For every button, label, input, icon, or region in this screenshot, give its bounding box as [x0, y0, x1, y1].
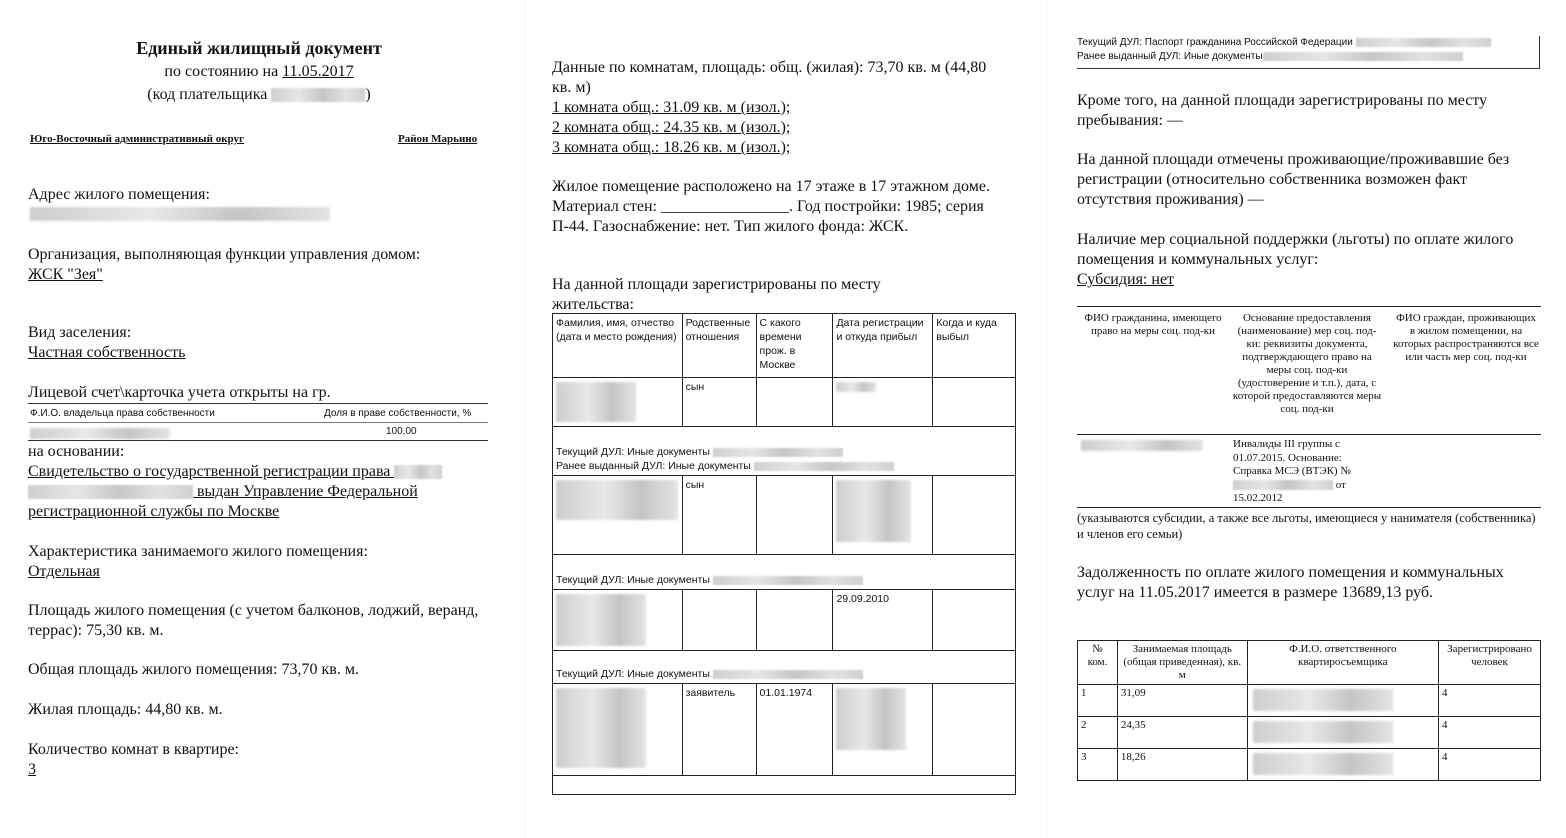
- table-row: [553, 378, 1016, 427]
- cell-room-area: 31,09: [1117, 685, 1247, 717]
- subsidy-value: Субсидия: нет: [1077, 271, 1175, 288]
- table-header: Когда и куда выбыл: [933, 314, 1016, 378]
- redacted-dul: [1263, 52, 1463, 61]
- table-row: [1078, 685, 1541, 717]
- org-value: ЖСК "Зея": [28, 266, 103, 283]
- redacted-payer-code: [271, 88, 365, 102]
- rooms-table: [1077, 640, 1541, 781]
- benefit-header: ФИО гражданина, имеющего право на меры соц. под-ки: [1084, 312, 1222, 337]
- dul-block: [1077, 36, 1540, 69]
- benefit-note: (указываются субсидии, а также все льготы, имеющиеся у нанимателя (собственника) и членов его семьи): [1077, 511, 1536, 541]
- redacted-cert-number: [28, 485, 193, 499]
- cell-count: 4: [1439, 749, 1541, 781]
- share-value: 100,00: [386, 426, 417, 437]
- cell-name: [553, 590, 683, 651]
- rooms-label: Количество комнат в квартире:: [28, 741, 239, 758]
- unregistered-residents: На данной площади отмечены проживающие/проживавшие без регистрации (относительно собственника возможен факт отсутствия проживания) —: [1077, 151, 1510, 208]
- cell-tenant: [1247, 717, 1438, 749]
- redacted-owner-name: [30, 428, 170, 439]
- redacted-doc-number: [1233, 480, 1333, 490]
- room-2: 2 комната общ.: 24.35 кв. м (изол.);: [552, 119, 791, 136]
- cell-room-area: 18,26: [1117, 749, 1247, 781]
- debt-info: Задолженность по оплате жилого помещения и коммунальных услуг на 11.05.2017 имеется в размере 13689,13 руб.: [1077, 564, 1504, 601]
- table-row: [553, 684, 1016, 776]
- basis-line-3: регистрационной службы по Москве: [28, 503, 280, 520]
- redacted-reg: [836, 382, 876, 392]
- cell-name: [553, 476, 683, 555]
- basis-text-2: выдан Управление Федеральной: [197, 483, 418, 500]
- cell-room-area: 24,35: [1117, 717, 1247, 749]
- benefit-line: Инвалиды III группы с: [1233, 438, 1340, 450]
- redacted-dul: [1356, 38, 1491, 47]
- page-separator: [1046, 0, 1047, 838]
- rooms-value: 3: [28, 761, 36, 778]
- cell-room-number: 2: [1078, 717, 1118, 749]
- document-title: Единый жилищный документ: [136, 38, 382, 58]
- table-row: [1078, 717, 1541, 749]
- dul-prev: [1077, 50, 1539, 64]
- district: Юго-Восточный административный округ: [30, 133, 245, 145]
- redacted-beneficiary: [1081, 440, 1203, 451]
- table-header: Занимаемая площадь (общая приведенная), кв. м: [1117, 641, 1247, 685]
- dul-prev-text: Ранее выданный ДУЛ: Иные документы: [1077, 51, 1263, 62]
- org-label: Организация, выполняющая функции управления домом:: [28, 246, 421, 263]
- as-of-label: по состоянию на: [164, 63, 279, 80]
- basis-label: на основании:: [28, 443, 125, 460]
- benefit-basis: [1233, 438, 1393, 506]
- table-row: [1078, 749, 1541, 781]
- benefit-line: Справка МСЭ (ВТЭК) №: [1233, 465, 1351, 477]
- area-common: Общая площадь жилого помещения: 73,70 кв. м.: [28, 661, 359, 678]
- basis-text-1: Свидетельство о государственной регистрации права: [28, 463, 391, 480]
- table-header: Родственные отношения: [682, 314, 756, 378]
- cell-room-number: 1: [1078, 685, 1118, 717]
- divider: [1077, 507, 1541, 508]
- redacted-tenant: [1253, 689, 1393, 711]
- empty-cell: [553, 776, 1016, 795]
- dul-current: [556, 573, 1012, 587]
- dul-prev: [556, 459, 1012, 473]
- settlement-label: Вид заселения:: [28, 324, 132, 341]
- temp-registration: Кроме того, на данной площади зарегистрированы по месту пребывания: —: [1077, 92, 1488, 129]
- cell-tenant: [1247, 749, 1438, 781]
- table-row-dul: [553, 427, 1016, 476]
- divider: [1077, 306, 1541, 307]
- table-row-dul: [553, 651, 1016, 684]
- dul-current-text: Текущий ДУЛ: Иные документы: [556, 668, 710, 680]
- benefit-header: Основание предоставления (наименование) мер соц. под-ки: реквизиты документа, подтверждающего право на меры соц. под-ки (удостоверение и т.п.), дата, с которой предоставляются меры соц. под-ки: [1232, 312, 1382, 415]
- cell-relation: сын: [682, 378, 756, 427]
- benefit-line-date: [1233, 479, 1393, 493]
- cell-since: [756, 476, 833, 555]
- table-header: С какого времени прож. в Москве: [756, 314, 833, 378]
- cell-left: [933, 684, 1016, 776]
- cell-left: [933, 590, 1016, 651]
- address-label: Адрес жилого помещения:: [28, 186, 210, 203]
- redacted-name: [556, 382, 636, 422]
- cell-relation: [682, 590, 756, 651]
- payer-code-label: (код плательщика: [147, 86, 268, 103]
- dul-current: [556, 667, 1012, 681]
- registered-label: На данной площади зарегистрированы по месту жительства:: [552, 276, 881, 313]
- table-row: [553, 590, 1016, 651]
- redacted-tenant: [1253, 753, 1393, 775]
- redacted-reg: [836, 480, 911, 542]
- payer-code-close: ): [365, 86, 371, 103]
- dul-current-text: Текущий ДУЛ: Паспорт гражданина Российской Федерации: [1077, 37, 1353, 48]
- character-value: Отдельная: [28, 563, 100, 580]
- benefit-from: от: [1335, 478, 1346, 491]
- cell-room-number: 3: [1078, 749, 1118, 781]
- redacted-dul: [713, 576, 863, 585]
- owner-col-header: Ф.И.О. владельца права собственности: [30, 408, 215, 419]
- table-header-row: [1078, 641, 1541, 685]
- redacted-address: [30, 207, 330, 221]
- redacted-name: [556, 688, 646, 768]
- payer-code-line: [28, 85, 490, 105]
- redacted-dul: [713, 448, 843, 457]
- area-living: Жилая площадь: 44,80 кв. м.: [28, 701, 223, 718]
- cell-tenant: [1247, 685, 1438, 717]
- cell-reg: [833, 684, 933, 776]
- dul-cell: [553, 555, 1016, 590]
- character-label: Характеристика занимаемого жилого помещения:: [28, 543, 368, 560]
- as-of-line: [28, 62, 490, 82]
- as-of-date: 11.05.2017: [282, 63, 354, 80]
- cell-reg: [833, 378, 933, 427]
- cell-reg: 29.09.2010: [833, 590, 933, 651]
- redacted-dul: [713, 670, 863, 679]
- account-label: Лицевой счет\карточка учета открыты на гр.: [28, 384, 331, 401]
- table-header: Ф.И.О. ответственного квартиросъемщика: [1247, 641, 1438, 685]
- settlement-value: Частная собственность: [28, 344, 186, 361]
- cell-left: [933, 476, 1016, 555]
- share-col-header: Доля в праве собственности, %: [324, 408, 472, 419]
- cell-since: [756, 378, 833, 427]
- basis-line-1: [28, 462, 442, 482]
- basis-line-2: [28, 482, 418, 502]
- cell-name: [553, 684, 683, 776]
- table-header: Зарегистрировано человек: [1439, 641, 1541, 685]
- dul-current-text: Текущий ДУЛ: Иные документы: [556, 574, 710, 586]
- table-header: Фамилия, имя, отчество (дата и место рождения): [553, 314, 683, 378]
- cell-since: 01.01.1974: [756, 684, 833, 776]
- table-header: № ком.: [1078, 641, 1118, 685]
- redacted-name: [556, 480, 678, 520]
- room-3: 3 комната общ.: 18.26 кв. м (изол.);: [552, 139, 791, 156]
- redacted-cert: [394, 465, 442, 479]
- redacted-dul: [754, 462, 894, 471]
- dul-cell: [553, 427, 1016, 476]
- dul-cell: [553, 651, 1016, 684]
- support-label: Наличие мер социальной поддержки (льготы) по оплате жилого помещения и коммунальных услуг:: [1077, 231, 1514, 268]
- area-total: Площадь жилого помещения (с учетом балконов, лоджий, веранд, террас): 75,30 кв. м.: [28, 602, 479, 639]
- area-name: Район Марьино: [398, 133, 478, 145]
- dul-current: [1077, 36, 1539, 50]
- room-1: 1 комната общ.: 31.09 кв. м (изол.);: [552, 99, 791, 116]
- cell-count: 4: [1439, 685, 1541, 717]
- cell-name: [553, 378, 683, 427]
- cell-left: [933, 378, 1016, 427]
- residents-table: [552, 313, 1016, 795]
- cell-relation: сын: [682, 476, 756, 555]
- table-row-dul: [553, 555, 1016, 590]
- dul-current-text: Текущий ДУЛ: Иные документы: [556, 446, 710, 458]
- benefit-header: ФИО граждан, проживающих в жилом помещении, на которых распространяются все или часть мер соц. под-ки: [1393, 312, 1539, 363]
- cell-relation: заявитель: [682, 684, 756, 776]
- benefit-line: 01.07.2015. Основание:: [1233, 451, 1342, 464]
- redacted-name: [556, 594, 646, 646]
- table-row-end: [553, 776, 1016, 795]
- divider: [28, 422, 488, 423]
- table-row: [553, 476, 1016, 555]
- cell-count: 4: [1439, 717, 1541, 749]
- table-header: Дата регистрации и откуда прибыл: [833, 314, 933, 378]
- table-header-row: [553, 314, 1016, 378]
- rooms-intro: Данные по комнатам, площадь: общ. (жилая): 73,70 кв. м (44,80 кв. м): [552, 59, 987, 96]
- redacted-tenant: [1253, 721, 1393, 743]
- redacted-reg: [836, 688, 906, 750]
- page-separator: [524, 0, 525, 838]
- divider: [28, 440, 488, 441]
- benefit-line: 15.02.2012: [1233, 492, 1283, 504]
- dul-current: [556, 445, 1012, 459]
- divider: [1077, 434, 1541, 435]
- divider: [28, 403, 488, 404]
- cell-reg: [833, 476, 933, 555]
- cell-since: [756, 590, 833, 651]
- building-info: Жилое помещение расположено на 17 этаже в 17 этажном доме. Материал стен: ________________. Год постройки: 1985; серия П-44. Газоснабжение: нет. Тип жилого фонда: ЖСК.: [552, 178, 990, 235]
- dul-prev-text: Ранее выданный ДУЛ: Иные документы: [556, 460, 751, 472]
